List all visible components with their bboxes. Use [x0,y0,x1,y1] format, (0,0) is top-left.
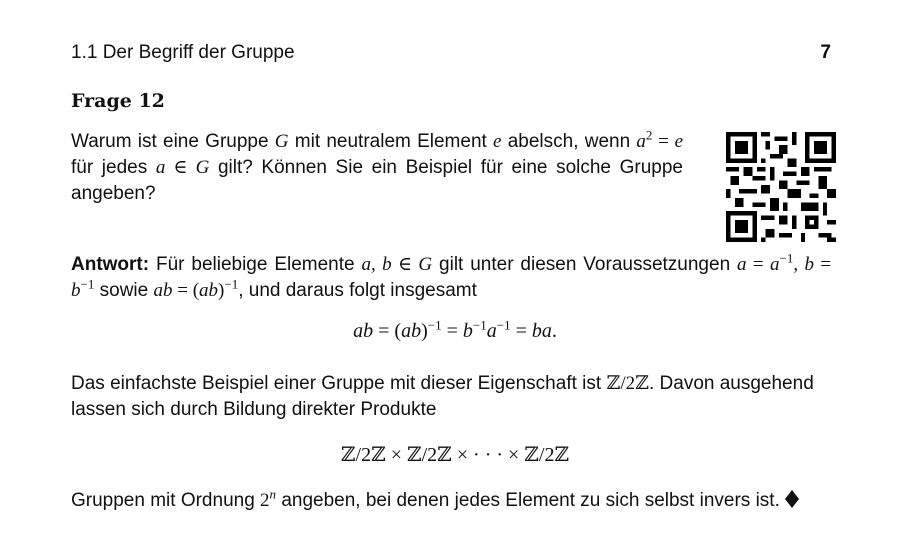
section-title: 1.1 Der Begriff der Gruppe [71,42,295,63]
example-paragraph: Das einfachste Beispiel einer Gruppe mit dieser Eigenschaft ist ℤ/2ℤ. Davon ausgehend lassen sich durch Bildung direkter Produkte [71,372,814,420]
equation-product: ℤ/2ℤ × ℤ/2ℤ × · · · × ℤ/2ℤ [340,442,570,466]
qr-code-icon[interactable] [726,132,836,242]
page-number: 7 [820,42,831,63]
answer-label: Antwort: [71,254,150,275]
question-text: Warum ist eine Gruppe G mit neutralem Element e abelsch, wenn $a^2 = e$ für jedes a ∈ G gilt? Können Sie ein Beispiel für eine solche Gruppe angeben? [71,127,683,204]
equation-abelian: ab = $(ab)^{-1} = b^{-1}a^{-1}$ = ba. [353,317,557,342]
question-heading: Frage 12 [71,90,165,112]
answer-text: Antwort: Für beliebige Elemente a, b ∈ G gilt unter diesen Voraussetzungen $a = a^{-1}$, $b = b^{-1}$ sowie ab = (ab)$^{-1}$, und daraus folgt insgesamt [71,250,832,301]
diamond-icon [785,490,799,508]
conclusion-paragraph: Gruppen mit Ordnung 2$^n$ angeben, bei denen jedes Element zu sich selbst invers ist. [71,488,841,514]
running-header [71,42,831,64]
